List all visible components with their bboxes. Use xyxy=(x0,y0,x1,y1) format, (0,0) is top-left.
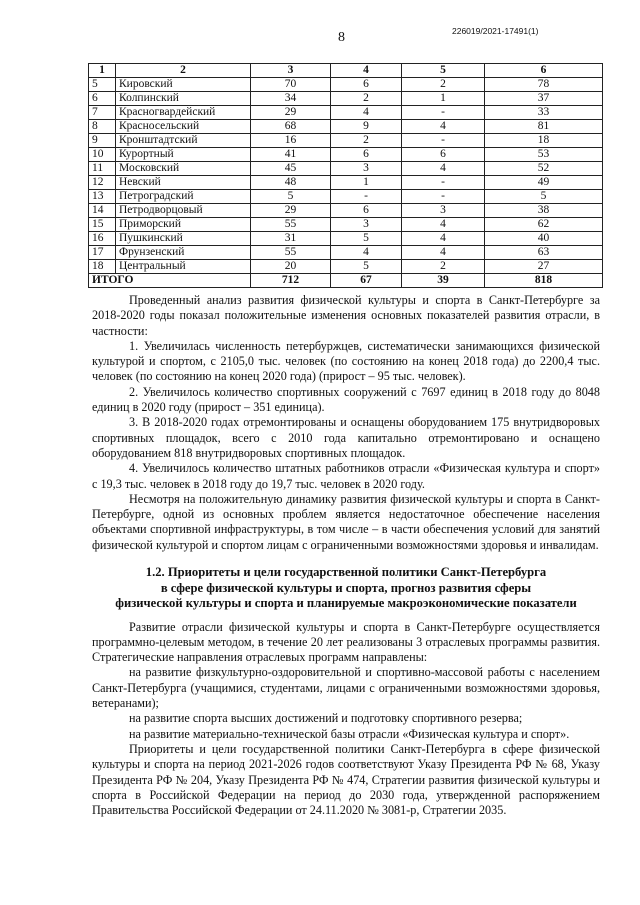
paragraph: 4. Увеличилось количество штатных работников отрасли «Физическая культура и спорт» с 19,3 тыс. человек в 2018 году до 19,7 тыс. человек в 2020 году. xyxy=(92,461,600,491)
paragraph: Развитие отрасли физической культуры и спорта в Санкт-Петербурге осуществляется программно-целевым методом, в течение 20 лет реализованы 3 отраслевых программы развития. Стратегические направления отраслевых программ направлены: xyxy=(92,619,600,665)
table-row xyxy=(89,78,603,92)
table-cell: 18 xyxy=(89,260,116,274)
table-cell: 13 xyxy=(89,190,116,204)
table-cell: 63 xyxy=(485,246,603,260)
table-cell: 49 xyxy=(485,176,603,190)
table-cell: 12 xyxy=(89,176,116,190)
table-cell: 5 xyxy=(89,78,116,92)
table-cell: 78 xyxy=(485,78,603,92)
table-cell: Красногвардейский xyxy=(116,106,251,120)
header-cell: 3 xyxy=(251,64,331,78)
table-cell: 4 xyxy=(402,232,485,246)
table-cell: 53 xyxy=(485,148,603,162)
paragraph: 3. В 2018-2020 годах отремонтированы и оснащены оборудованием 175 внутридворовых спортивных площадок, всего с 2010 года капитально отремонтировано и оснащено оборудованием 818 внутридворовых спортивных площадок. xyxy=(92,415,600,460)
paragraph: Приоритеты и цели государственной политики Санкт-Петербурга в сфере физической культуры и спорта на период 2021-2026 годов соответствуют Указу Президента РФ № 68, Указу Президента РФ № 204, Указу Президента РФ № 474, Стратегии развития физической культуры и спорта в Российской Федерации на период до 2030 года, утвержденной распоряжением Правительства Российской Федерации от 24.11.2020 № 3081-р, Стратегии 2035. xyxy=(92,741,600,818)
table-cell: 48 xyxy=(251,176,331,190)
table-cell: 29 xyxy=(251,106,331,120)
table-cell: 20 xyxy=(251,260,331,274)
districts-table xyxy=(88,63,603,288)
table-row xyxy=(89,148,603,162)
table-cell: 37 xyxy=(485,92,603,106)
table-cell: Колпинский xyxy=(116,92,251,106)
paragraph: на развитие спорта высших достижений и подготовку спортивного резерва; xyxy=(129,711,523,726)
table-cell: 4 xyxy=(402,218,485,232)
table-cell: 17 xyxy=(89,246,116,260)
table-cell: 38 xyxy=(485,204,603,218)
table-cell: - xyxy=(331,190,402,204)
total-cell: 712 xyxy=(251,274,331,288)
header-cell: 6 xyxy=(485,64,603,78)
table-cell: 9 xyxy=(89,134,116,148)
table-cell: 1 xyxy=(331,176,402,190)
table-cell: 52 xyxy=(485,162,603,176)
paragraph: на развитие материально-технической базы отрасли «Физическая культура и спорт». xyxy=(129,726,570,741)
table-cell: 4 xyxy=(402,120,485,134)
paragraph: 2. Увеличилось количество спортивных сооружений с 7697 единиц в 2018 году до 8048 единиц в 2020 году (прирост – 351 единица). xyxy=(92,384,600,415)
table-header-row xyxy=(89,64,603,78)
table-row xyxy=(89,232,603,246)
document-code: 226019/2021-17491(1) xyxy=(452,26,539,36)
section-heading xyxy=(92,565,600,612)
table-cell: 8 xyxy=(89,120,116,134)
table-cell: 2 xyxy=(331,134,402,148)
table-cell: 41 xyxy=(251,148,331,162)
table-row xyxy=(89,190,603,204)
total-label: ИТОГО xyxy=(89,274,251,288)
paragraph: на развитие физкультурно-оздоровительной и спортивно-массовой работы с населением Санкт-Петербурга (учащимися, студентами, лицами с ограниченными возможностями здоровья, ветеранами); xyxy=(92,665,600,711)
table-cell: 62 xyxy=(485,218,603,232)
table-cell: 6 xyxy=(331,204,402,218)
table-cell: 31 xyxy=(251,232,331,246)
table-cell: 55 xyxy=(251,218,331,232)
table-row xyxy=(89,92,603,106)
table-cell: 10 xyxy=(89,148,116,162)
table-row xyxy=(89,260,603,274)
document-body xyxy=(92,293,600,818)
table-row xyxy=(89,106,603,120)
table-cell: Пушкинский xyxy=(116,232,251,246)
table-cell: 33 xyxy=(485,106,603,120)
table-cell: 55 xyxy=(251,246,331,260)
paragraph: Проведенный анализ развития физической культуры и спорта в Санкт-Петербурге за 2018-2020 годы показал положительные изменения основных показателей развития отрасли, в частности: xyxy=(92,293,600,338)
table-cell: 7 xyxy=(89,106,116,120)
table-cell: 40 xyxy=(485,232,603,246)
table-cell: Кронштадтский xyxy=(116,134,251,148)
table-cell: 70 xyxy=(251,78,331,92)
table-cell: 6 xyxy=(331,78,402,92)
table-cell: 4 xyxy=(402,246,485,260)
table-cell: 2 xyxy=(331,92,402,106)
table-cell: 18 xyxy=(485,134,603,148)
table-cell: Петроградский xyxy=(116,190,251,204)
table-cell: 4 xyxy=(402,162,485,176)
header-cell: 5 xyxy=(402,64,485,78)
section-heading-line: физической культуры и спорта и планируемые макроэкономические показатели xyxy=(115,596,577,611)
header-cell: 2 xyxy=(116,64,251,78)
table-cell: 29 xyxy=(251,204,331,218)
table-cell: Курортный xyxy=(116,148,251,162)
table-cell: 5 xyxy=(331,260,402,274)
table-total-row xyxy=(89,274,603,288)
total-cell: 39 xyxy=(402,274,485,288)
paragraph: 1. Увеличилась численность петербуржцев, систематически занимающихся физической культурой и спортом, с 2105,0 тыс. человек (по состоянию на конец 2018 года) до 2200,4 тыс. человек (по состоянию на конец 2020 года) (прирост – 95 тыс. человек). xyxy=(92,338,600,384)
table-cell: - xyxy=(402,190,485,204)
table-cell: 68 xyxy=(251,120,331,134)
total-cell: 818 xyxy=(485,274,603,288)
page-number: 8 xyxy=(338,30,345,45)
table-cell: 6 xyxy=(331,148,402,162)
table-cell: 45 xyxy=(251,162,331,176)
paragraph: Несмотря на положительную динамику развития физической культуры и спорта в Санкт-Петербурге, одной из основных проблем является недостаточное обеспечение населения объектами спортивной инфраструктуры, в том числе – в части обеспечения условий для занятий физической культурой и спортом лицам с ограниченными возможностями здоровья и инвалидам. xyxy=(92,491,600,552)
table-cell: - xyxy=(402,106,485,120)
table-cell: Центральный xyxy=(116,260,251,274)
table-row xyxy=(89,162,603,176)
table-row xyxy=(89,204,603,218)
table-cell: Приморский xyxy=(116,218,251,232)
table-cell: 27 xyxy=(485,260,603,274)
table-cell: 5 xyxy=(485,190,603,204)
table-cell: - xyxy=(402,176,485,190)
table-cell: 16 xyxy=(89,232,116,246)
table-cell: 5 xyxy=(251,190,331,204)
table-row xyxy=(89,176,603,190)
header-cell: 1 xyxy=(89,64,116,78)
table-cell: Фрунзенский xyxy=(116,246,251,260)
table-row xyxy=(89,134,603,148)
table-cell: Невский xyxy=(116,176,251,190)
table-cell: 16 xyxy=(251,134,331,148)
table-row xyxy=(89,120,603,134)
header-cell: 4 xyxy=(331,64,402,78)
table-cell: 4 xyxy=(331,106,402,120)
table-row xyxy=(89,218,603,232)
table-cell: 15 xyxy=(89,218,116,232)
table-cell: 4 xyxy=(331,246,402,260)
table-cell: 5 xyxy=(331,232,402,246)
table-cell: Кировский xyxy=(116,78,251,92)
table-cell: Петродворцовый xyxy=(116,204,251,218)
table-cell: 6 xyxy=(89,92,116,106)
table-cell: 14 xyxy=(89,204,116,218)
table-cell: 2 xyxy=(402,78,485,92)
table-cell: 6 xyxy=(402,148,485,162)
table-cell: 81 xyxy=(485,120,603,134)
section-heading-line: 1.2. Приоритеты и цели государственной политики Санкт-Петербурга xyxy=(145,565,547,580)
table-cell: 34 xyxy=(251,92,331,106)
table-row xyxy=(89,246,603,260)
table-cell: 11 xyxy=(89,162,116,176)
table-cell: 9 xyxy=(331,120,402,134)
table-cell: 3 xyxy=(331,162,402,176)
table-cell: 1 xyxy=(402,92,485,106)
table-cell: 2 xyxy=(402,260,485,274)
total-cell: 67 xyxy=(331,274,402,288)
table-cell: Московский xyxy=(116,162,251,176)
section-heading-line: в сфере физической культуры и спорта, прогноз развития сферы xyxy=(160,580,532,595)
table-cell: - xyxy=(402,134,485,148)
table-cell: 3 xyxy=(402,204,485,218)
table-cell: 3 xyxy=(331,218,402,232)
table-cell: Красносельский xyxy=(116,120,251,134)
